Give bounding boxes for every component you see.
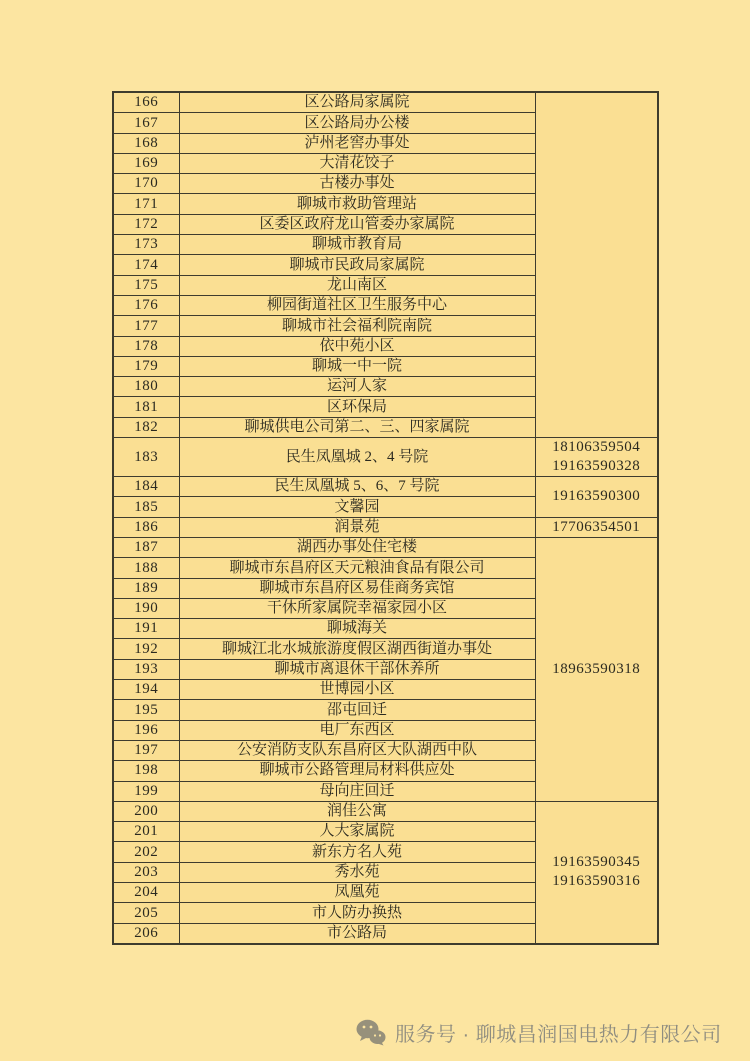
- row-number-cell: 204: [113, 882, 179, 902]
- table-row: [113, 477, 658, 497]
- site-name-cell: 市人防办换热: [179, 903, 535, 923]
- row-number-cell: 196: [113, 720, 179, 740]
- site-name-cell: 聊城江北水城旅游度假区湖西街道办事处: [179, 639, 535, 659]
- phone-number: 19163590345: [552, 854, 641, 871]
- site-name-cell: 邵屯回迁: [179, 700, 535, 720]
- row-number-cell: 191: [113, 619, 179, 639]
- site-name-cell: 聊城市民政局家属院: [179, 255, 535, 275]
- site-name-cell: 聊城市离退休干部休养所: [179, 659, 535, 679]
- phone-number: 19163590316: [552, 873, 641, 890]
- row-number-cell: 176: [113, 295, 179, 315]
- site-name-cell: 聊城市救助管理站: [179, 194, 535, 214]
- row-number-cell: 202: [113, 842, 179, 862]
- site-name-cell: 干休所家属院幸福家园小区: [179, 598, 535, 618]
- site-name-cell: 凤凰苑: [179, 882, 535, 902]
- site-name-cell: 区公路局家属院: [179, 92, 535, 113]
- phone-cell: [535, 438, 658, 477]
- phone-number: 17706354501: [552, 518, 641, 535]
- table-row: [113, 438, 658, 477]
- table-row: [113, 92, 658, 113]
- site-name-cell: 民生凤凰城 5、6、7 号院: [179, 477, 535, 497]
- row-number-cell: 169: [113, 153, 179, 173]
- row-number-cell: 182: [113, 417, 179, 437]
- row-number-cell: 192: [113, 639, 179, 659]
- site-name-cell: 运河人家: [179, 377, 535, 397]
- row-number-cell: 173: [113, 235, 179, 255]
- site-name-cell: 新东方名人苑: [179, 842, 535, 862]
- wechat-footer: [356, 1012, 722, 1052]
- phone-number: 18106359504: [552, 439, 641, 456]
- phone-number: 19163590328: [552, 458, 641, 475]
- site-name-cell: 公安消防支队东昌府区大队湖西中队: [179, 740, 535, 760]
- row-number-cell: 197: [113, 740, 179, 760]
- phone-number: 19163590300: [552, 488, 641, 505]
- site-name-cell: 聊城市教育局: [179, 235, 535, 255]
- table-row: [113, 801, 658, 821]
- row-number-cell: 187: [113, 537, 179, 557]
- row-number-cell: 201: [113, 822, 179, 842]
- site-name-cell: 泸州老窖办事处: [179, 133, 535, 153]
- row-number-cell: 195: [113, 700, 179, 720]
- row-number-cell: 203: [113, 862, 179, 882]
- heating-sites-table: [112, 91, 659, 945]
- site-name-cell: 柳园街道社区卫生服务中心: [179, 295, 535, 315]
- row-number-cell: 206: [113, 923, 179, 944]
- row-number-cell: 193: [113, 659, 179, 679]
- site-name-cell: 润景苑: [179, 517, 535, 537]
- table-row: [113, 517, 658, 537]
- site-name-cell: 区公路局办公楼: [179, 113, 535, 133]
- row-number-cell: 183: [113, 438, 179, 477]
- site-name-cell: 润佳公寓: [179, 801, 535, 821]
- row-number-cell: 189: [113, 578, 179, 598]
- row-number-cell: 180: [113, 377, 179, 397]
- phone-cell: [535, 801, 658, 944]
- footer-caption: 服务号 · 聊城昌润国电热力有限公司: [395, 1023, 722, 1046]
- site-name-cell: 龙山南区: [179, 275, 535, 295]
- site-name-cell: 聊城市东昌府区天元粮油食品有限公司: [179, 558, 535, 578]
- site-name-cell: 聊城一中一院: [179, 356, 535, 376]
- phone-cell: [535, 92, 658, 438]
- table-row: [113, 537, 658, 557]
- site-name-cell: 聊城市社会福利院南院: [179, 316, 535, 336]
- row-number-cell: 171: [113, 194, 179, 214]
- site-name-cell: 聊城海关: [179, 619, 535, 639]
- row-number-cell: 175: [113, 275, 179, 295]
- row-number-cell: 199: [113, 781, 179, 801]
- row-number-cell: 184: [113, 477, 179, 497]
- row-number-cell: 178: [113, 336, 179, 356]
- row-number-cell: 181: [113, 397, 179, 417]
- site-name-cell: 古楼办事处: [179, 174, 535, 194]
- site-name-cell: 秀水苑: [179, 862, 535, 882]
- site-name-cell: 文馨园: [179, 497, 535, 517]
- row-number-cell: 190: [113, 598, 179, 618]
- phone-cell: [535, 477, 658, 518]
- phone-cell: [535, 537, 658, 801]
- site-name-cell: 湖西办事处住宅楼: [179, 537, 535, 557]
- row-number-cell: 205: [113, 903, 179, 923]
- row-number-cell: 166: [113, 92, 179, 113]
- row-number-cell: 174: [113, 255, 179, 275]
- row-number-cell: 177: [113, 316, 179, 336]
- site-name-cell: 大清花饺子: [179, 153, 535, 173]
- phone-cell: [535, 517, 658, 537]
- site-name-cell: 民生凤凰城 2、4 号院: [179, 438, 535, 477]
- row-number-cell: 185: [113, 497, 179, 517]
- site-name-cell: 电厂东西区: [179, 720, 535, 740]
- row-number-cell: 186: [113, 517, 179, 537]
- row-number-cell: 172: [113, 214, 179, 234]
- site-name-cell: 依中苑小区: [179, 336, 535, 356]
- site-name-cell: 母向庄回迁: [179, 781, 535, 801]
- site-name-cell: 区委区政府龙山管委办家属院: [179, 214, 535, 234]
- heating-sites-table-body: [113, 92, 658, 944]
- row-number-cell: 198: [113, 761, 179, 781]
- site-name-cell: 世博园小区: [179, 680, 535, 700]
- row-number-cell: 194: [113, 680, 179, 700]
- site-name-cell: 聊城市公路管理局材料供应处: [179, 761, 535, 781]
- site-name-cell: 人大家属院: [179, 822, 535, 842]
- site-name-cell: 区环保局: [179, 397, 535, 417]
- phone-number: 18963590318: [552, 660, 641, 677]
- site-name-cell: 市公路局: [179, 923, 535, 944]
- row-number-cell: 188: [113, 558, 179, 578]
- row-number-cell: 179: [113, 356, 179, 376]
- row-number-cell: 168: [113, 133, 179, 153]
- row-number-cell: 167: [113, 113, 179, 133]
- row-number-cell: 200: [113, 801, 179, 821]
- site-name-cell: 聊城供电公司第二、三、四家属院: [179, 417, 535, 437]
- wechat-icon: [356, 1019, 386, 1046]
- site-name-cell: 聊城市东昌府区易佳商务宾馆: [179, 578, 535, 598]
- row-number-cell: 170: [113, 174, 179, 194]
